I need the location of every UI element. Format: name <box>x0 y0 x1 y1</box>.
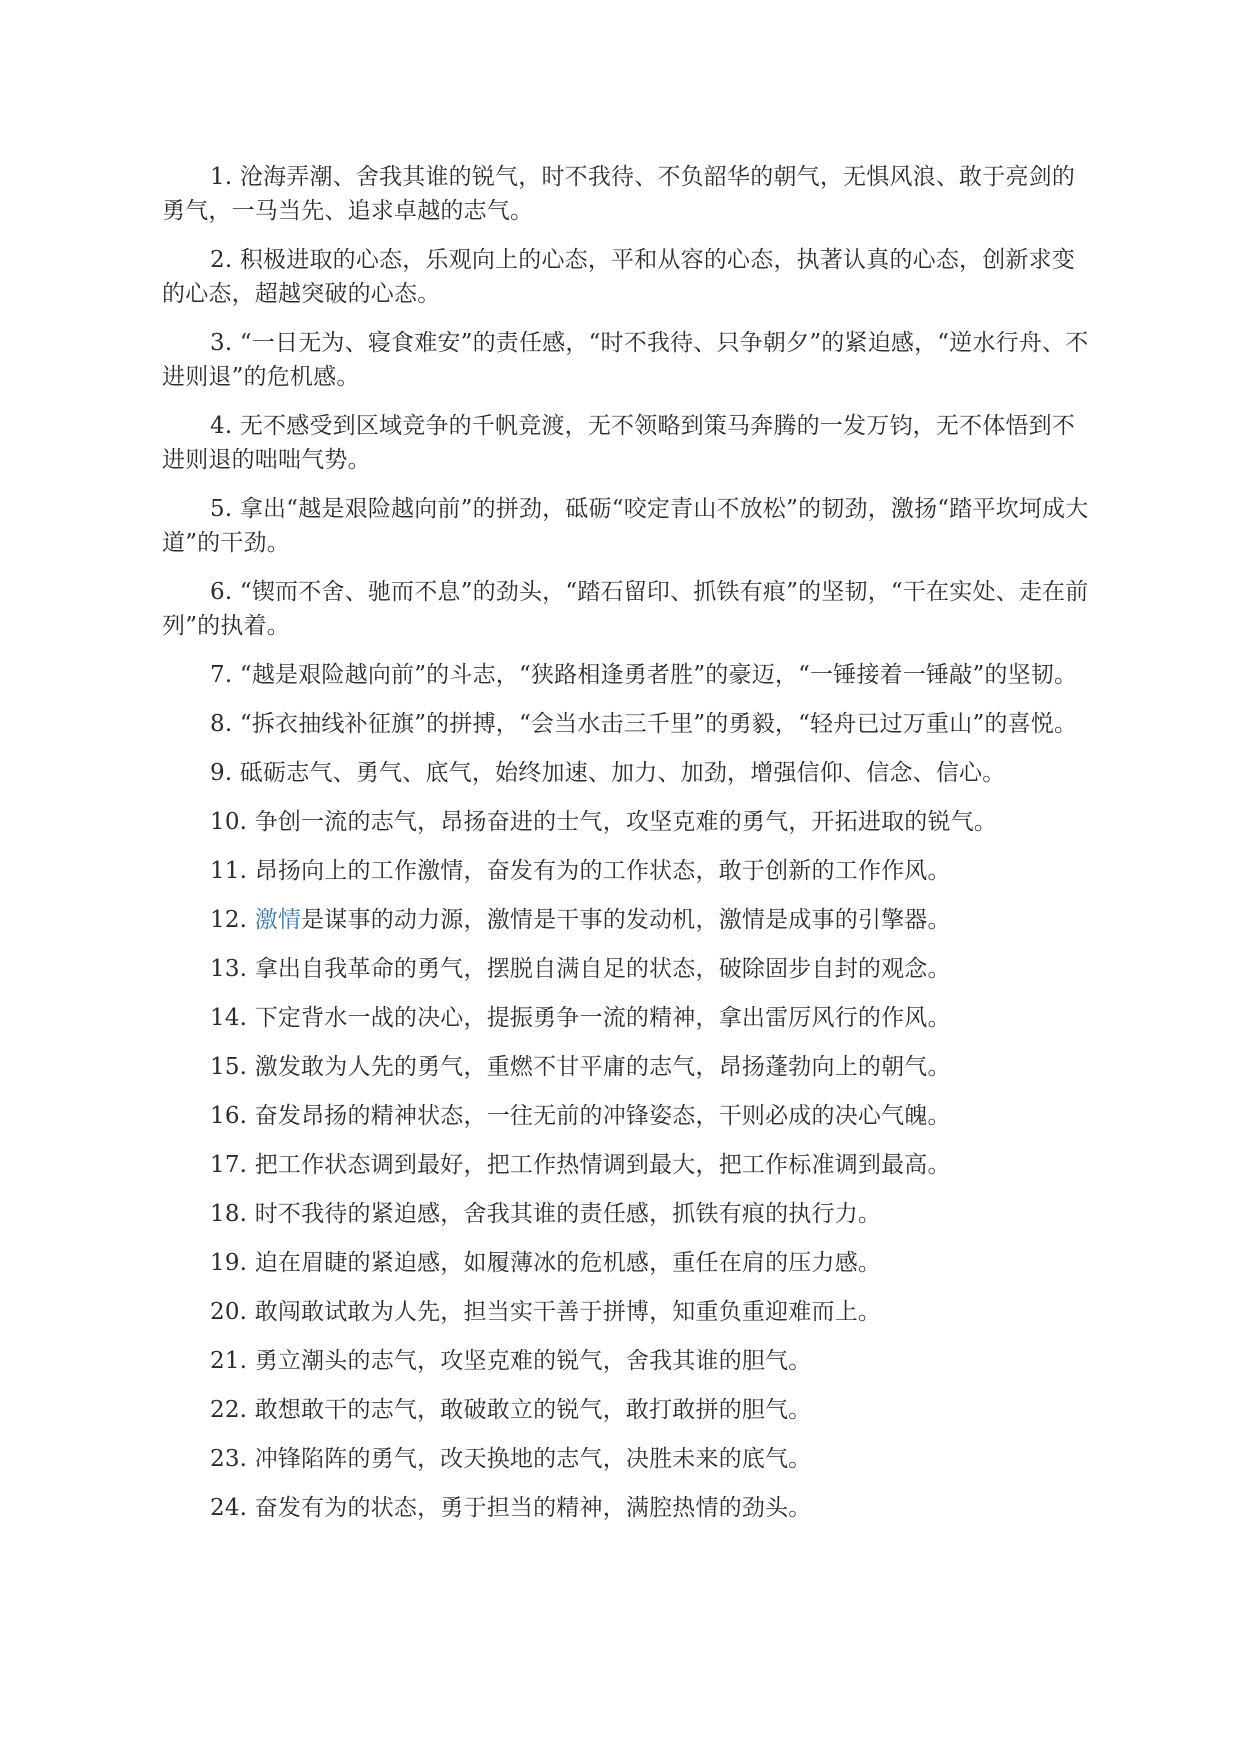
paragraph-11: 11. 昂扬向上的工作激情，奋发有为的工作状态，敢于创新的工作作风。 <box>210 858 951 884</box>
paragraph-9: 9. 砥砺志气、勇气、底气，始终加速、加力、加劲，增强信仰、信念、信心。 <box>210 760 1006 786</box>
paragraph-21: 21. 勇立潮头的志气，攻坚克难的锐气，舍我其谁的胆气。 <box>210 1348 812 1374</box>
paragraph-16: 16. 奋发昂扬的精神状态，一往无前的冲锋姿态，干则必成的决心气魄。 <box>210 1103 951 1129</box>
paragraph-10: 10. 争创一流的志气，昂扬奋进的士气，攻坚克难的勇气，开拓进取的锐气。 <box>210 809 998 835</box>
paragraph-18: 18. 时不我待的紧迫感，舍我其谁的责任感，抓铁有痕的执行力。 <box>210 1201 882 1227</box>
paragraph-12 <box>162 903 1092 937</box>
paragraph-22: 22. 敢想敢干的志气，敢破敢立的锐气，敢打敢拼的胆气。 <box>210 1397 812 1423</box>
paragraph-1: 1. 沧海弄潮、舍我其谁的锐气，时不我待、不负韶华的朝气，无惧风浪、敢于亮剑的勇气，一马当先、追求卓越的志气。 <box>162 164 1076 224</box>
paragraph-6: 6. “锲而不舍、驰而不息”的劲头，“踏石留印、抓铁有痕”的坚韧，“干在实处、走在前列”的执着。 <box>162 579 1089 639</box>
document-body <box>162 160 1092 1540</box>
paragraph-4: 4. 无不感受到区域竞争的千帆竞渡，无不领略到策马奔腾的一发万钧，无不体悟到不进则退的咄咄气势。 <box>162 413 1076 473</box>
paragraph-8: 8. “拆衣抽线补征旗”的拼搏，“会当水击三千里”的勇毅，“轻舟已过万重山”的喜悦。 <box>210 711 1078 737</box>
paragraph-20: 20. 敢闯敢试敢为人先，担当实干善于拼博，知重负重迎难而上。 <box>210 1299 882 1325</box>
paragraph-12-text: 是谋事的动力源，激情是干事的发动机，激情是成事的引擎器。 <box>301 907 951 933</box>
paragraph-14: 14. 下定背水一战的决心，提振勇争一流的精神，拿出雷厉风行的作风。 <box>210 1005 951 1031</box>
paragraph-12-number: 12. <box>210 907 255 933</box>
paragraph-5: 5. 拿出“越是艰险越向前”的拼劲，砥砺“咬定青山不放松”的韧劲，激扬“踏平坎坷成大道”的干劲。 <box>162 496 1089 556</box>
paragraph-13: 13. 拿出自我革命的勇气，摆脱自满自足的状态，破除固步自封的观念。 <box>210 956 951 982</box>
paragraph-3: 3. “一日无为、寝食难安”的责任感，“时不我待、只争朝夕”的紧迫感，“逆水行舟、不进则退”的危机感。 <box>162 330 1089 390</box>
paragraph-19: 19. 迫在眉睫的紧迫感，如履薄冰的危机感，重任在肩的压力感。 <box>210 1250 882 1276</box>
paragraph-15: 15. 激发敢为人先的勇气，重燃不甘平庸的志气，昂扬蓬勃向上的朝气。 <box>210 1054 951 1080</box>
paragraph-17: 17. 把工作状态调到最好，把工作热情调到最大，把工作标准调到最高。 <box>210 1152 951 1178</box>
paragraph-24: 24. 奋发有为的状态，勇于担当的精神，满腔热情的劲头。 <box>210 1495 812 1521</box>
paragraph-2: 2. 积极进取的心态，乐观向上的心态，平和从容的心态，执著认真的心态，创新求变的心态，超越突破的心态。 <box>162 247 1076 307</box>
paragraph-23: 23. 冲锋陷阵的勇气，改天换地的志气，决胜未来的底气。 <box>210 1446 812 1472</box>
paragraph-7: 7. “越是艰险越向前”的斗志，“狭路相逢勇者胜”的豪迈，“一锤接着一锤敲”的坚韧。 <box>210 662 1078 688</box>
keyword-link[interactable]: 激情 <box>254 907 302 933</box>
